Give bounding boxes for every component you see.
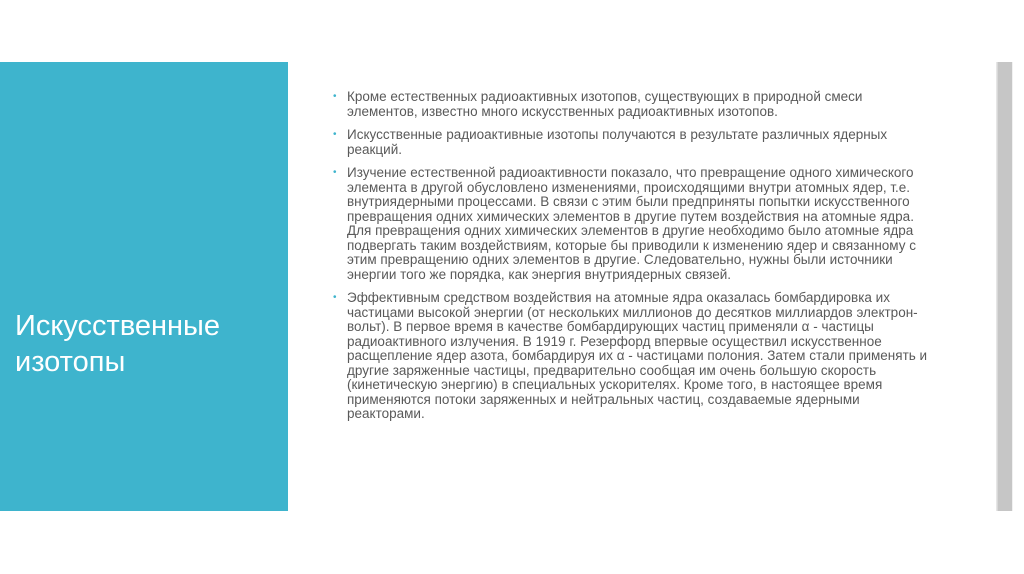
bullet-text-4: Эффективным средством воздействия на атомные ядра оказалась бомбардировка их частицами высокой энергии (от нескольких миллионов до десятков миллиардов электрон-вольт). В первое время в качестве бомбардирующих частиц применяли α - частицы радиоактивного излучения. В 1919 г. Резерфорд впервые осуществил искусственное расщепление ядер азота, бомбардируя их α - частицами полония. Затем стали применять и другие заряженные частицы, предварительно сообщая им очень большую скорость (кинетическую энергию) в специальных ускорителях. Кроме того, в настоящее время применяются потоки заряженных и нейтральных частиц, создаваемые ядерными реакторами. [347,290,928,421]
bullet-dot-icon: • [333,167,337,178]
bullet-dot-icon: • [333,91,337,102]
bullet-text-2: Искусственные радиоактивные изотопы получаются в результате различных ядерных реакций. [347,127,888,157]
bullet-item-2 [330,128,930,157]
bullet-list [330,90,930,422]
bullet-item-3 [330,166,930,282]
slide-title-line-1: Искусственные [15,310,221,342]
slide-body [330,90,930,500]
bullet-text-3: Изучение естественной радиоактивности показало, что превращение одного химического элемента в другой обусловлено изменениями, происходящими внутри атомных ядер, т.е. внутриядерными процессами. В связи с этим были предприняты попытки искусственного превращения одних химических элементов в другие путем воздействия на атомные ядра. Для превращения одних химических элементов в другие необходимо было атомные ядра подвергать таким воздействиям, которые бы приводили к изменению ядер и связанному с этим превращению одних элементов в другие. Следовательно, нужны были источники энергии того же порядка, как энергия внутриядерных связей. [347,165,916,282]
bullet-item-1 [330,90,930,119]
bullet-dot-icon: • [333,129,337,140]
bullet-text-1: Кроме естественных радиоактивных изотопов, существующих в природной смеси элементов, известно много искусственных радиоактивных изотопов. [347,89,863,119]
slide-title-line-2: изотопы [15,346,126,378]
bullet-dot-icon: • [333,292,337,303]
scrollbar-thumb[interactable] [997,62,1012,511]
title-panel [0,62,288,511]
vertical-scrollbar[interactable] [996,62,1013,511]
slide-title [15,308,280,380]
bullet-item-4 [330,291,930,422]
